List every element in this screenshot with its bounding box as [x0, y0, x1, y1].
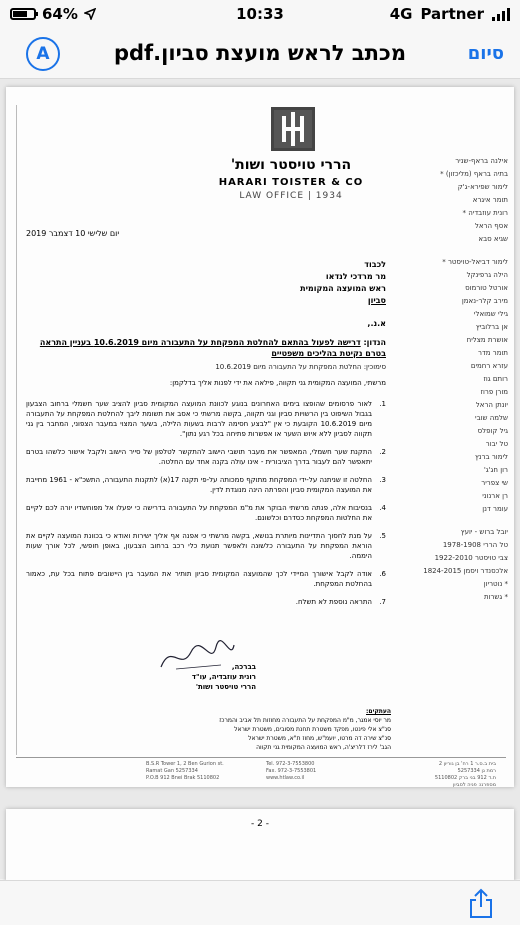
letter-paragraph	[26, 597, 386, 607]
firm-subtitle: LAW OFFICE | 1934	[239, 191, 343, 201]
copy-recipient: סנ"צ אלי פינטו, מפקד משטרת תחנת מסובים, משטרת ישראל	[234, 726, 391, 733]
sidebar-note: * גשרות	[483, 593, 508, 601]
closing-line: רונית עוזבדיה, עו"ד	[191, 673, 256, 681]
sidebar-note: * נוטריון	[483, 580, 508, 588]
greeting: א.נ.,	[367, 319, 386, 328]
firm-logo-icon	[271, 107, 315, 151]
pdf-page-1	[6, 87, 514, 787]
closing-block	[136, 662, 256, 692]
closing-line: הררי טויסטר ושות'	[195, 683, 256, 691]
paragraph-text: בנסיבות אלה, פנתה מרשתי הבוקר את מ"מ המפקחת על התעבורה בדרישה כי יפעלו אל מפוחשדיו יורה לכם לקיים את החלטות המפקחת כסדרם וכלשונם.	[26, 504, 372, 522]
closing-line: בברכה,	[231, 663, 256, 671]
sidebar-name: שלמה שובי	[475, 414, 508, 422]
network-type: 4G	[389, 5, 413, 23]
status-right	[390, 5, 510, 23]
paragraph-number: 6.	[379, 570, 386, 578]
addressee-block	[156, 259, 386, 307]
share-icon[interactable]	[466, 887, 496, 919]
sidebar-name: טל יבור	[485, 440, 508, 448]
page-number: - 2 -	[251, 819, 269, 829]
paragraph-text: התקנת שער חשמלי, המאפשר את מעבר תושבי הישוב להתקשר לטלפון של סייר הישוב ולקבל אישור כלשהו בטרם יתאפשר להם לעבור בדרך הציבורית - אינו עולה בקנה אחד עם החלטה.	[26, 448, 372, 466]
subject-line	[26, 337, 386, 359]
status-time: 10:33	[236, 5, 284, 23]
sidebar-name: עזרא רחמים	[470, 362, 508, 370]
subject-text: דרישה לפעול בהתאם להחלטת המפקחת על התעבורה מיום 10.6.2019 בעניין התראה בטרם נקיטת בהליכים משפטיים	[39, 338, 386, 358]
status-bar	[0, 0, 520, 30]
addressee-line: ראש המועצה המקומית	[300, 284, 386, 293]
paragraph-text: לאור פרסומים שהופצו בימים האחרונים בנוגע לכוונת המועצה המקומית סביון להציב שער חשמלי ברחוב הצבעון בגבול השיפוט בין הרשויות סביון וגני תקווה, בקשה מרשתי כי אסב את תשומת ליבך להחלטת המפקחת על התעבורה מיום 10.6.2019 הקובעת כי אין "לבצע חסימה לרבות בשעות הלילה, בשער המצוי במעבר הצפוני, המחבר בין גני תקווה לסביון ללא איוש השער או אפשרות פתיחה בכל רגע נתון".	[26, 400, 372, 438]
sidebar-name: עומר דנן	[482, 505, 508, 513]
sidebar-name: מורן פרוז	[480, 388, 508, 396]
footer-address-en: B.S.R Tower 1, 2 Ben Gurion st. Ramat Gan 5257334 P.O.B 912 Bnei Brak 5110802	[146, 761, 224, 781]
copies-label: העתקים:	[366, 708, 391, 715]
markup-icon: A	[36, 44, 50, 64]
intro-line: מרשתי, המועצה המקומית גני תקווה, פילאה את ידי לפנות אליך בדלקמן:	[169, 379, 386, 387]
paragraph-text: החלטה זו שניתנה על-ידי המפקחת מתוקף סמכותה על-פי תקנה 17(א) לתקנות התעבורה, התשכ"א - 1961 מחייבת את המועצה המקומית סביון והפרתה הינה מנוגדת לדין.	[26, 476, 372, 494]
carrier-name: Partner	[420, 5, 484, 23]
sidebar-note: טל הררי 1978-1908	[442, 541, 508, 549]
paragraph-text: על מנת לחסוך התדיינות מיותרת בנושא, בקשה מרשתי כי אפנה אף אליך ישירות ואודא כי בכוונת המועצה לקיים את הוראת המפקחת על התעבורה כלשונה ולאפשר תנועת כלי רכב ברחוב הצבעון, באופן חופשי, לכל אורך שעות היממה.	[26, 532, 372, 560]
paragraph-text: אודה לקבל אישורך המיידי לכך שהמועצה המקומית סביון תותיר את המעבר בין היישובים פתוח בכל עת, כאמור בהחלטת המפקחת.	[26, 570, 372, 588]
addressee-line: מר מרדכי לנדאו	[325, 272, 386, 281]
paragraph-number: 2.	[379, 448, 386, 456]
document-title: מכתב לראש מועצת סביון.pdf	[113, 41, 407, 65]
sidebar-name: מירב קלר-נאמן	[461, 297, 508, 305]
sidebar-note: אלכסנדר ויסמן 1824-2015	[423, 567, 508, 575]
markup-button[interactable]	[26, 37, 60, 71]
copy-recipient: הגב' לירז דלריצ'ה, ראש המועצה המקומית גני תקווה	[256, 744, 391, 751]
sidebar-name: בתיה בראף (מליכזון) *	[440, 170, 508, 178]
associates-list	[410, 256, 508, 516]
sidebar-note: יובל ברוש - יועץ	[460, 528, 508, 536]
sidebar-name: שגיא סבא	[478, 235, 508, 243]
sidebar-name: רן ארנוני	[482, 492, 508, 500]
paragraph-number: 3.	[379, 476, 386, 484]
footer-contact: Tel. 972-3-7553800 Fax. 972-3-7553801 www.htlaw.co.il	[266, 761, 317, 781]
sidebar-name: לימור דביאל-טויסטר *	[442, 258, 508, 266]
sidebar-name: הילה גרפינקל	[466, 271, 508, 279]
sidebar-name: יונתן הראל	[475, 401, 508, 409]
partners-list	[410, 155, 508, 246]
pdf-page-2	[6, 809, 514, 889]
sidebar-name: לימור ברנץ	[475, 453, 508, 461]
sidebar-name: גיל קופלס	[477, 427, 508, 435]
sidebar-name: אושרת מצליח	[466, 336, 508, 344]
copy-recipient: מר יוסי אמגר, מ"מ המפקחת על התעבורה מחוזות תל אביב והמרכז	[219, 717, 391, 724]
paragraph-text: התראה נוספת לא תשלח.	[295, 598, 372, 606]
sidebar-name: אורטל טורמוס	[465, 284, 508, 292]
sidebar-name: תומר איגרא	[472, 196, 508, 204]
copies-block	[106, 707, 391, 752]
sidebar-name: תומר מדר	[478, 349, 508, 357]
letter-paragraph	[26, 447, 386, 467]
done-button[interactable]: סיום	[467, 43, 504, 64]
sidebar-name: אסף הראל	[474, 222, 508, 230]
to-label: לכבוד	[364, 260, 386, 269]
letter-paragraphs	[26, 399, 386, 615]
nav-bar	[0, 30, 520, 79]
letter-paragraph	[26, 569, 386, 589]
sidebar-name: אן ברלוביץ	[475, 323, 508, 331]
letter-paragraph	[26, 503, 386, 523]
footer-address-he: בית ב.ס.ר 1 רח' בן גוריון 2 רמת גן 5257334 ת.ד 912 בני ברק 5110802 מספרנו: פניה לסביון	[434, 761, 496, 788]
bottom-toolbar	[0, 880, 520, 925]
letter-paragraph	[26, 399, 386, 439]
paragraph-number: 5.	[379, 532, 386, 540]
subject-label: הנדון:	[363, 338, 386, 347]
signal-icon	[492, 8, 510, 21]
sidebar-name: רותם גוז	[483, 375, 508, 383]
letter-date: יום שלישי 10 דצמבר 2019	[26, 229, 120, 238]
sidebar-name: רונית עוזבדיה *	[462, 209, 508, 217]
addressee-line: סביון	[367, 296, 386, 305]
letterhead-sidebar	[410, 155, 508, 614]
letter-paragraph	[26, 531, 386, 561]
sidebar-name: לימור שפירא-ג'ק	[457, 183, 508, 191]
reference-line: סימוכין: החלטת המפקחת על התעבורה מיום 10.6.2019	[215, 363, 386, 371]
letter-paragraph	[26, 475, 386, 495]
firm-name-hebrew: הררי טויסטר ושות'	[230, 157, 352, 173]
sidebar-footer	[410, 526, 508, 604]
sidebar-note: צבי טויסטר 1922-2010	[434, 554, 508, 562]
pdf-viewer[interactable]	[0, 79, 520, 879]
firm-name-english: HARARI TOISTER & CO	[218, 177, 364, 188]
letter-footer	[16, 757, 506, 788]
sidebar-name: אילנה בראף-שניר	[455, 157, 508, 165]
sidebar-name: שי צפריר	[481, 479, 508, 487]
paragraph-number: 4.	[379, 504, 386, 512]
paragraph-number: 7.	[379, 598, 386, 606]
copy-recipient: סנ"צ שירה דה מרטו, יועמ"ש, מחוז ת"א, משטרת ישראל	[248, 735, 391, 742]
sidebar-name: רון חג'ג'	[483, 466, 508, 474]
paragraph-number: 1.	[379, 400, 386, 408]
battery-level: 64%	[42, 5, 78, 23]
sidebar-name: גילי שמואלי	[473, 310, 508, 318]
